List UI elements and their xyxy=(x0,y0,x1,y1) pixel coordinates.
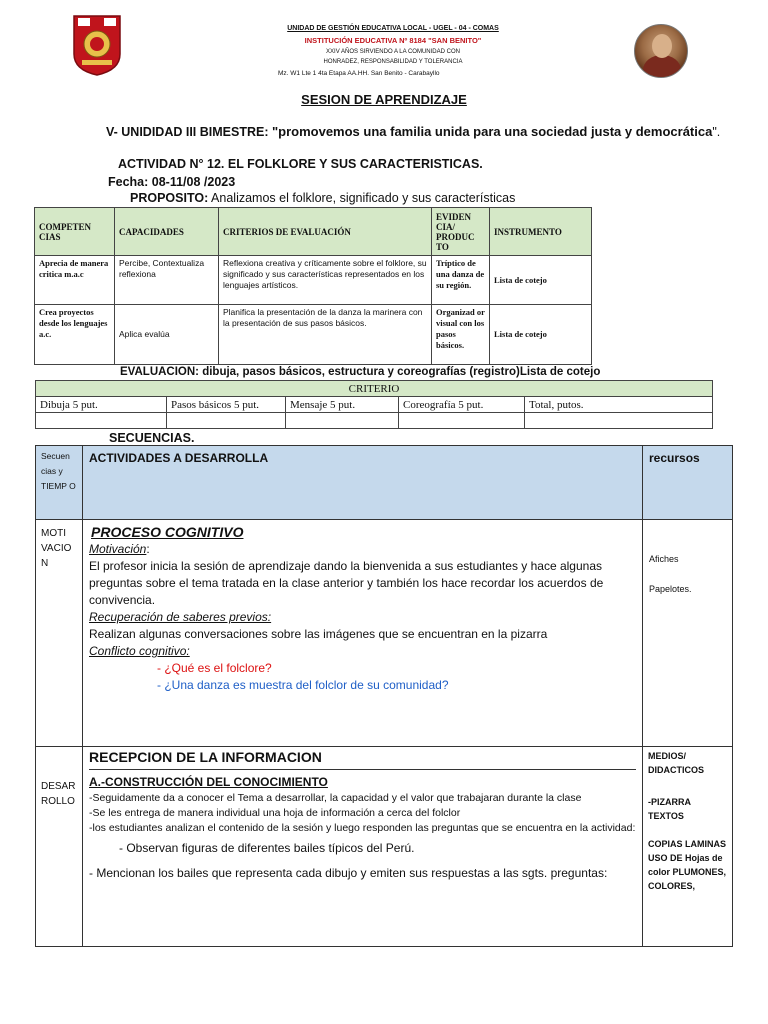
reception-heading: RECEPCION DE LA INFORMACION xyxy=(89,749,636,770)
motivation-resources xyxy=(643,520,733,747)
competencia-cell: Crea proyectos desde los lenguajes a.c. xyxy=(35,305,115,365)
cognitive-process-heading: PROCESO COGNITIVO xyxy=(91,524,244,540)
criterios-cell: Reflexiona creativa y críticamente sobre el folklore, su significado y sus características representados en los lenguajes artísticos. xyxy=(219,256,432,305)
criteria-empty-cell xyxy=(525,413,713,429)
dev-paragraph-1: -Seguidamente da a conocer el Tema a desarrollar, la capacidad y el valor que trabajaran durante la clase xyxy=(89,792,582,804)
competencies-table xyxy=(34,207,592,365)
prior-knowledge-label: Recuperación de saberes previos: xyxy=(89,610,272,624)
col-header-evidencia: EVIDEN CIA/ PRODUC TO xyxy=(432,208,490,256)
resources-header: recursos xyxy=(643,446,733,520)
criteria-empty-cell xyxy=(167,413,286,429)
unit-title xyxy=(106,124,720,139)
resource-pizarra: -PIZARRA TEXTOS xyxy=(648,797,691,821)
construction-heading: A.-CONSTRUCCIÓN DEL CONOCIMIENTO xyxy=(89,775,328,789)
motivation-content: PROCESO COGNITIVO Motivación: El profesor inicia la sesión de aprendizaje dando la bienvenida a sus estudiantes y hace algunas preguntas sobre el tema tratada en la clase anterior y también los hace recordar los acuerdos de convivencia. Recuperación de saberes previos: Realizan algunas conversaciones sobre las imágenes que se encuentran en la pizarra Conflicto cognitivo: - ¿Qué es el folclore? - ¿Una danza es muestra del folclor de su comunidad? xyxy=(83,520,643,747)
dev-paragraph-4: - Observan figuras de diferentes bailes típicos del Perú. xyxy=(119,841,415,855)
criteria-col-total: Total, putos. xyxy=(525,397,713,413)
sequences-heading: SECUENCIAS. xyxy=(109,431,195,445)
question-dance: - ¿Una danza es muestra del folclor de su comunidad? xyxy=(157,678,449,692)
sequence-time-header: Secuen cias y TIEMP O xyxy=(36,446,83,520)
col-header-instrumento: INSTRUMENTO xyxy=(490,208,592,256)
development-content xyxy=(83,747,643,947)
cognitive-conflict-label: Conflicto cognitivo: xyxy=(89,644,190,658)
instrumento-cell: Lista de cotejo xyxy=(490,256,592,305)
criteria-empty-cell xyxy=(286,413,399,429)
criteria-col-mensaje: Mensaje 5 put. xyxy=(286,397,399,413)
criteria-title: CRITERIO xyxy=(36,381,713,397)
col-header-competencias: COMPETEN CIAS xyxy=(35,208,115,256)
table-row xyxy=(35,256,592,305)
table-row xyxy=(35,305,592,365)
dev-paragraph-3: -los estudiantes analizan el contenido de la sesión y luego responden las preguntas que se encuentra en la actividad: xyxy=(89,822,636,834)
media-heading: MEDIOS/ DIDACTICOS xyxy=(648,751,704,775)
activities-header: ACTIVIDADES A DESARROLLA xyxy=(83,446,643,520)
development-phase-label: DESAR ROLLO xyxy=(36,747,83,947)
dev-paragraph-5: - Mencionan los bailes que representa cada dibujo y emiten sus respuestas a las sgts. preguntas: xyxy=(89,866,608,880)
criteria-col-pasos: Pasos básicos 5 put. xyxy=(167,397,286,413)
school-shield-logo xyxy=(72,14,122,76)
motivation-phase-label: MOTI VACIO N xyxy=(36,520,83,747)
purpose-text: Analizamos el folklore, significado y sus características xyxy=(208,191,516,205)
date-line: Fecha: 08-11/08 /2023 xyxy=(108,175,236,189)
page-title: SESION DE APRENDIZAJE xyxy=(301,92,467,107)
purpose-line xyxy=(130,191,515,205)
motivation-text: El profesor inicia la sesión de aprendizaje dando la bienvenida a sus estudiantes y hace algunas preguntas sobre el tema tratada en la clase anterior y también los hace recordar los acuerdos de convivencia. xyxy=(89,559,604,607)
unit-prefix: V- UNIDIDAD III BIMESTRE: xyxy=(106,125,272,139)
motivation-label: Motivación xyxy=(89,542,147,556)
activities-table xyxy=(35,445,733,947)
dev-paragraph-2: -Se les entrega de manera individual una hoja de información a cerca del folclor xyxy=(89,807,461,819)
unit-text: "promovemos una familia unida para una sociedad justa y democrática xyxy=(271,124,713,139)
criteria-col-coreografia: Coreografía 5 put. xyxy=(399,397,525,413)
question-folklore: - ¿Qué es el folclore? xyxy=(157,661,272,675)
purpose-label: PROPOSITO: xyxy=(130,191,209,205)
resource-afiches: Afiches xyxy=(649,554,679,564)
school-address: Mz. W1 Lte 1 4ta Etapa AA.HH. San Benito - Carabayllo xyxy=(278,70,440,77)
evidencia-cell: Tríptico de una danza de su región. xyxy=(432,256,490,305)
criteria-col-dibuja: Dibuja 5 put. xyxy=(36,397,167,413)
criterios-cell: Planifica la presentación de la danza la marinera con la presentación de sus pasos básicos. xyxy=(219,305,432,365)
col-header-criterios: CRITERIOS DE EVALUACIÓN xyxy=(219,208,432,256)
criteria-empty-cell xyxy=(399,413,525,429)
resource-copias: COPIAS LAMINAS USO DE Hojas de color PLUMONES, COLORES, xyxy=(648,839,727,891)
col-header-capacidades: CAPACIDADES xyxy=(115,208,219,256)
patron-portrait-image xyxy=(634,24,688,78)
instrumento-cell: Lista de cotejo xyxy=(490,305,592,365)
prior-knowledge-text: Realizan algunas conversaciones sobre las imágenes que se encuentran en la pizarra xyxy=(89,627,548,641)
capacidades-cell: Percibe, Contextualiza reflexiona xyxy=(115,256,219,305)
resource-papelotes: Papelotes. xyxy=(649,584,692,594)
school-motto-line2: HONRADEZ, RESPONSABILIDAD Y TOLERANCIA xyxy=(323,59,463,65)
evidencia-cell: Organizad or visual con los pasos básicos. xyxy=(432,305,490,365)
activity-title: ACTIVIDAD N° 12. EL FOLKLORE Y SUS CARACTERISTICAS. xyxy=(118,157,483,171)
capacidades-cell: Aplica evalúa xyxy=(115,305,219,365)
school-name: INSTITUCIÓN EDUCATIVA Nº 8184 "SAN BENITO" xyxy=(304,36,482,45)
school-motto-line1: XXIV AÑOS SIRVIENDO A LA COMUNIDAD CON xyxy=(326,49,460,55)
evaluation-line: EVALUACION: dibuja, pasos básicos, estructura y coreografías (registro)Lista de cotejo xyxy=(120,366,601,378)
ugel-heading: UNIDAD DE GESTIÓN EDUCATIVA LOCAL - UGEL - 04 - COMAS xyxy=(287,25,499,32)
competencia-cell: Aprecia de manera critica m.a.c xyxy=(35,256,115,305)
criteria-table xyxy=(35,380,713,429)
criteria-empty-cell xyxy=(36,413,167,429)
development-resources xyxy=(643,747,733,947)
unit-suffix: ". xyxy=(712,125,721,139)
